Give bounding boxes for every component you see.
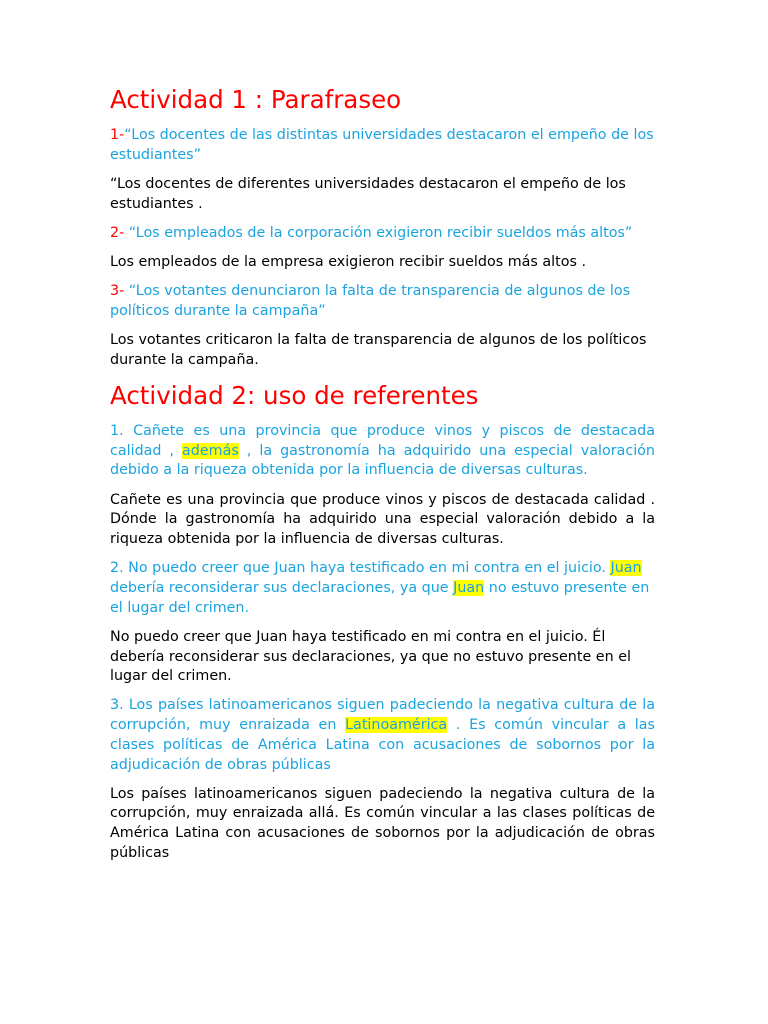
sentence-text: no estuvo presente en el lugar del crimen. bbox=[110, 579, 650, 616]
activity-1-item-2-original bbox=[110, 224, 655, 244]
original-sentence: “Los docentes de las distintas universidades destacaron el empeño de los estudiantes” bbox=[110, 127, 654, 163]
item-number: 1- bbox=[110, 127, 125, 143]
highlighted-referent: Juan bbox=[453, 579, 485, 596]
item-number: 3- bbox=[110, 283, 125, 300]
document-page bbox=[110, 84, 655, 873]
activity-2-item-2-answer: No puedo creer que Juan haya testificado en mi contra en el juicio. Él debería reconsiderar sus declaraciones, ya que no estuvo presente en el lugar del crimen. bbox=[110, 628, 631, 685]
activity-2-item-3-answer: Los países latinoamericanos siguen padeciendo la negativa cultura de la corrupción, muy enraizada allá. Es común vincular a las clases políticas de América Latina con acusaciones de sobornos por la adjudicación de obras públicas bbox=[110, 785, 655, 861]
highlighted-referent: además bbox=[182, 442, 239, 459]
activity-2-item-2-original bbox=[110, 559, 655, 618]
activity-2-title: Actividad 2: uso de referentes bbox=[110, 381, 479, 411]
highlighted-referent: Juan bbox=[610, 560, 642, 577]
sentence-text: 2. No puedo creer que Juan haya testificado en mi contra en el juicio. bbox=[110, 560, 611, 577]
sentence-text: . Es común vincular a las clases políticas de América Latina con acusaciones de sobornos por la adjudicación de obras públicas bbox=[110, 717, 655, 773]
sentence-text: 1. Cañete es una provincia que produce vinos y piscos de destacada calidad , bbox=[110, 423, 655, 459]
activity-1-title: Actividad 1 : Parafraseo bbox=[110, 85, 402, 114]
sentence-text: 3. Los países latinoamericanos siguen padeciendo la negativa cultura de la corrupción, muy enraizada en bbox=[110, 697, 655, 734]
highlighted-referent: Latinoamérica bbox=[345, 717, 448, 734]
activity-1-item-1-original bbox=[110, 126, 655, 165]
sentence-text: debería reconsiderar sus declaraciones, ya que bbox=[110, 579, 454, 596]
item-number: 2- bbox=[110, 224, 125, 241]
activity-2-item-3-original bbox=[110, 696, 655, 775]
original-sentence: “Los votantes denunciaron la falta de transparencia de algunos de los políticos durante la campaña” bbox=[110, 283, 631, 319]
activity-1-item-1-paraphrase: “Los docentes de diferentes universidades destacaron el empeño de los estudiantes . bbox=[110, 175, 626, 212]
activity-1-item-2-paraphrase: Los empleados de la empresa exigieron recibir sueldos más altos . bbox=[110, 254, 586, 271]
sentence-text: , la gastronomía ha adquirido una especial valoración debido a la riqueza obtenida por la influencia de diversas culturas. bbox=[110, 442, 655, 479]
activity-1-item-3-original bbox=[110, 282, 655, 321]
original-sentence: “Los empleados de la corporación exigieron recibir sueldos más altos” bbox=[124, 224, 633, 241]
activity-2-item-1-answer: Cañete es una provincia que produce vinos y piscos de destacada calidad . Dónde la gastronomía ha adquirido una especial valoración debido a la riqueza obtenida por la influencia de diversas culturas. bbox=[110, 491, 655, 548]
activity-2-item-1-original bbox=[110, 422, 655, 481]
activity-1-item-3-paraphrase: Los votantes criticaron la falta de transparencia de algunos de los políticos durante la campaña. bbox=[110, 332, 647, 368]
